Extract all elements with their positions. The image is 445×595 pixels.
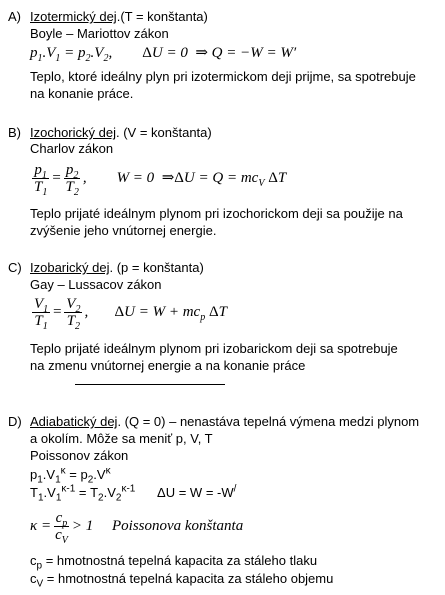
- section-condition: . (V = konštanta): [115, 125, 212, 140]
- description-line: Teplo prijaté ideálnym plynom pri izobarickom deji sa spotrebuje: [30, 341, 398, 356]
- description-line: zvýšenie jeho vnútornej energie.: [30, 223, 217, 238]
- law-name: Poissonov zákon: [30, 448, 129, 463]
- section-title: Izobarický dej: [30, 260, 110, 275]
- description-line: na zmenu vnútornej energie a na konanie práce: [30, 358, 306, 373]
- poisson-constant-label: Poissonova konštanta: [111, 517, 244, 534]
- description-line: na konanie práce.: [30, 86, 134, 101]
- divider-line: [75, 384, 225, 385]
- section-condition: . (Q = 0) – nenastáva tepelná výmena medzi plynom: [117, 414, 420, 429]
- section-c-header: [8, 259, 204, 276]
- section-letter: C): [8, 260, 22, 275]
- section-letter: B): [8, 125, 21, 140]
- cp-definition: $c_p$ = hmotnostná tepelná kapacita za stáleho tlaku: [30, 553, 318, 572]
- law-name: Boyle – Mariottov zákon: [30, 26, 169, 41]
- section-condition: .(T = konštanta): [116, 9, 208, 24]
- section-condition: . (p = konštanta): [109, 260, 204, 275]
- cv-description: = hmotnostná tepelná kapacita za stáleho objemu: [46, 571, 334, 586]
- section-b-header: [8, 124, 212, 141]
- section-a-header: [8, 8, 208, 25]
- description-line: Teplo prijaté ideálnym plynom pri izochorickom deji sa použije na: [30, 206, 403, 221]
- temperature-volume-equation: $T_1.V_1^{\kappa-1} = T_2.V_2^{\kappa-1}$ ΔU = W = -W/: [30, 483, 237, 504]
- cp-description: = hmotnostná tepelná kapacita za stáleho tlaku: [45, 553, 318, 568]
- cv-definition: $c_V$ = hmotnostná tepelná kapacita za stáleho objemu: [30, 571, 334, 590]
- formula-izochoricky: $\frac{p_1}{T_1}$ = $\frac{p_2}{T_2}$ , W = 0 ⇒ΔU = $Q = mc_V$ ΔT: [34, 162, 287, 198]
- poisson-equation: $p_1.V_1^\kappa = p_2.V^\kappa$: [30, 465, 111, 486]
- section-letter: A): [8, 9, 21, 24]
- section-d-header: [8, 413, 419, 430]
- law-name: Charlov zákon: [30, 141, 114, 156]
- section-line: a okolím. Môže sa meniť p, V, T: [30, 431, 213, 446]
- section-title: Adiabatický dej: [30, 414, 118, 429]
- section-letter: D): [8, 414, 22, 429]
- section-title: Izotermický dej: [30, 9, 117, 24]
- poisson-constant-formula: κ = $\frac{c_p}{c_V}$ > 1 Poissonova konštanta: [30, 510, 244, 546]
- section-title: Izochorický dej: [30, 125, 116, 140]
- formula-izobaricky: $\frac{V_1}{T_1}$ = $\frac{V_2}{T_2}$ , $\Delta U = W + mc_p$ ΔT: [34, 296, 227, 332]
- law-name: Gay – Lussacov zákon: [30, 277, 162, 292]
- formula-izotermicky: $p_1.V_1 = p_2.V_2$, ΔU = 0 ⇒ Q = −W = W′: [30, 45, 297, 64]
- description-line: Teplo, ktoré ideálny plyn pri izotermickom deji prijme, sa spotrebuje: [30, 69, 416, 84]
